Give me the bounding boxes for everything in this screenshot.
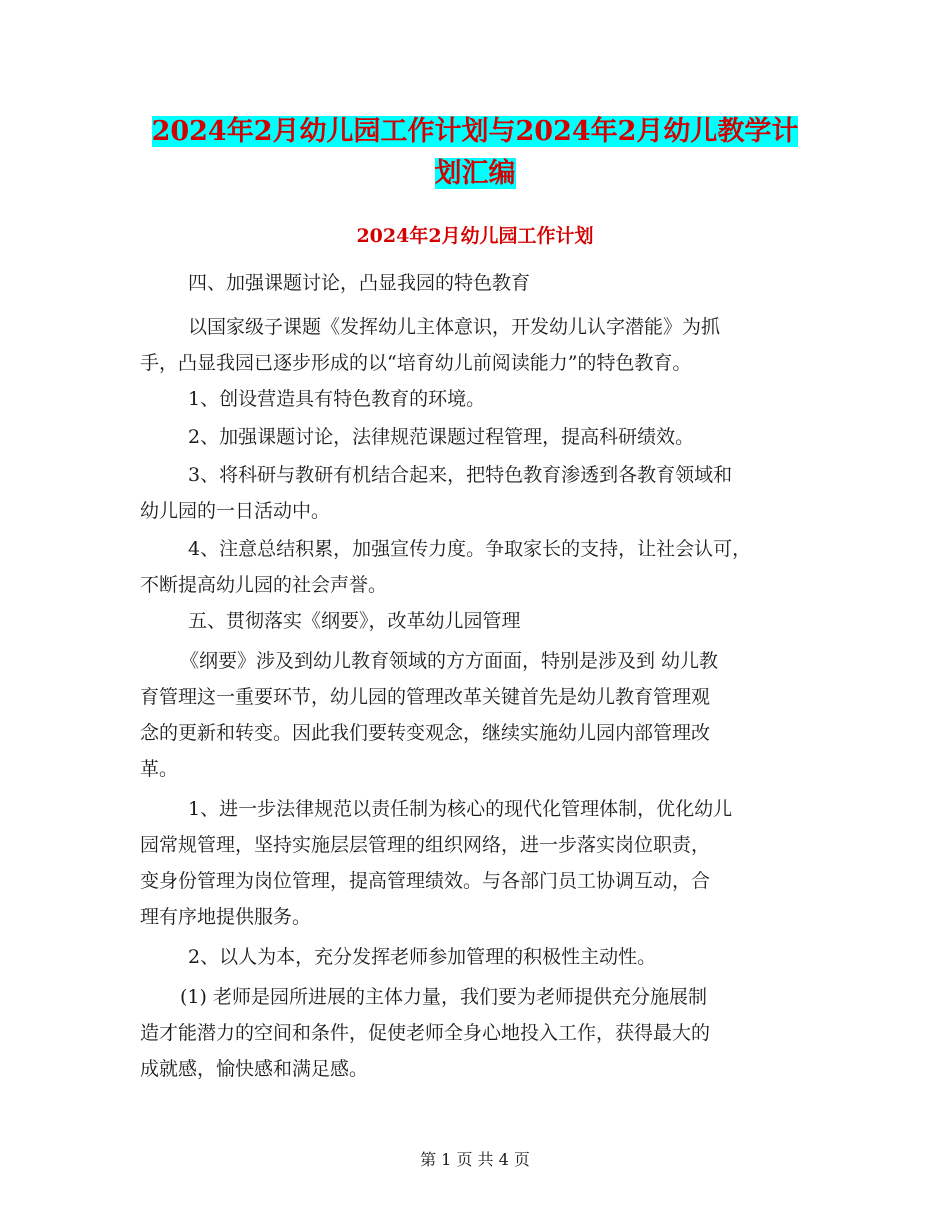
- paragraph-line: 《纲要》涉及到幼儿教育领域的方方面面，特别是涉及到 幼儿教: [180, 650, 719, 672]
- paragraph-line: 以国家级子课题《发挥幼儿主体意识，开发幼儿认字潜能》为抓: [188, 316, 721, 338]
- title-highlight: 划汇编: [434, 158, 516, 189]
- list-item-line: 1、创设营造具有特色教育的环境。: [188, 388, 486, 410]
- list-item-line: 1、进一步法律规范以责任制为核心的现代化管理体制，优化幼儿: [188, 798, 733, 820]
- paragraph-line: 幼儿园的一日活动中。: [140, 500, 331, 522]
- list-item-line: 4、注意总结积累，加强宣传力度。争取家长的支持，让社会认可，: [188, 538, 752, 560]
- list-item-line: 2、以人为本，充分发挥老师参加管理的积极性主动性。: [188, 946, 657, 968]
- heading-four: 四、加强课题讨论，凸显我园的特色教育: [188, 272, 531, 294]
- page-footer: 第 1 页 共 4 页: [420, 1150, 530, 1169]
- paragraph-line: 念的更新和转变。因此我们要转变观念，继续实施幼儿园内部管理改: [140, 722, 711, 744]
- list-item-line: 3、将科研与教研有机结合起来，把特色教育渗透到各教育领域和: [188, 464, 733, 486]
- heading-five: 五、贯彻落实《纲要》，改革幼儿园管理: [188, 610, 521, 632]
- paragraph-line: 育管理这一重要环节，幼儿园的管理改革关键首先是幼儿教育管理观: [140, 686, 711, 708]
- title-highlight: 2024年2月幼儿园工作计划与2024年2月幼儿教学计: [151, 116, 799, 147]
- paragraph-line: 变身份管理为岗位管理，提高管理绩效。与各部门员工协调互动，合: [140, 870, 711, 892]
- list-item-line: (1) 老师是园所进展的主体力量，我们要为老师提供充分施展制: [180, 986, 707, 1008]
- paragraph-line: 园常规管理，坚持实施层层管理的组织网络，进一步落实岗位职责，: [140, 834, 711, 856]
- document-title-line-2: [140, 148, 810, 200]
- paragraph-line: 不断提高幼儿园的社会声誉。: [140, 574, 388, 596]
- paragraph-line: 理有序地提供服务。: [140, 906, 312, 928]
- paragraph-line: 造才能潜力的空间和条件，促使老师全身心地投入工作，获得最大的: [140, 1022, 711, 1044]
- paragraph-line: 手，凸显我园已逐步形成的以“培育幼儿前阅读能力”的特色教育。: [140, 352, 692, 374]
- section-title: 2024年2月幼儿园工作计划: [356, 225, 594, 247]
- paragraph-line: 成就感，愉快感和满足感。: [140, 1058, 369, 1080]
- list-item-line: 2、加强课题讨论，法律规范课题过程管理，提高科研绩效。: [188, 426, 695, 448]
- paragraph-line: 革。: [140, 758, 179, 780]
